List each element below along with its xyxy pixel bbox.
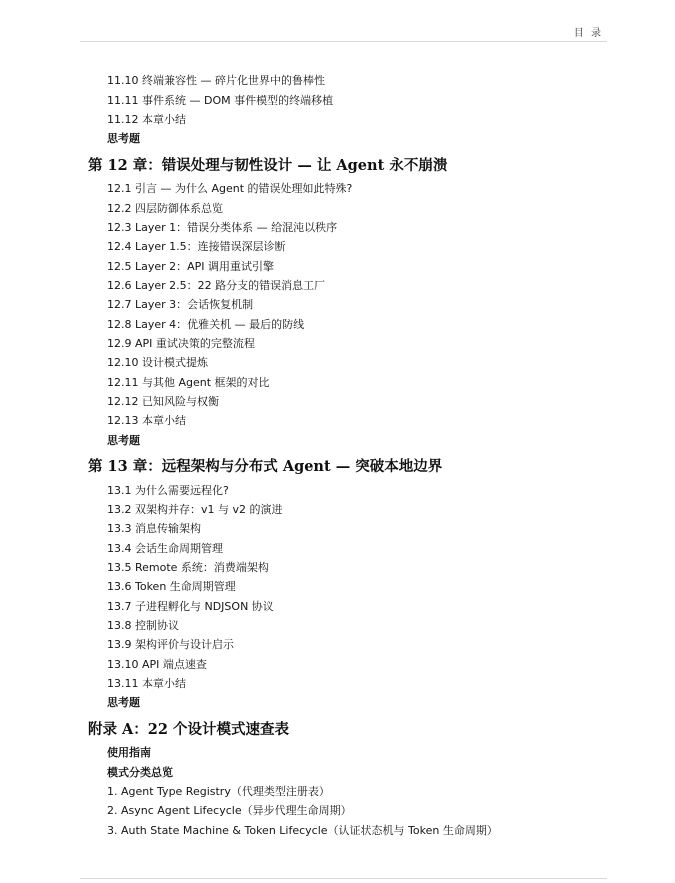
- toc-entry-12-9[interactable]: 12.9 API 重试决策的完整流程: [107, 337, 255, 350]
- toc-entry-12-1[interactable]: 12.1 引言 — 为什么 Agent 的错误处理如此特殊?: [107, 182, 353, 195]
- toc-entry-13-9[interactable]: 13.9 架构评价与设计启示: [107, 638, 234, 651]
- toc-entry-13-7[interactable]: 13.7 子进程孵化与 NDJSON 协议: [107, 600, 274, 613]
- toc-entry-13-2[interactable]: 13.2 双架构并存：v1 与 v2 的演进: [107, 503, 283, 516]
- toc-entry-13-3[interactable]: 13.3 消息传输架构: [107, 522, 201, 535]
- toc-entry-12-11[interactable]: 12.11 与其他 Agent 框架的对比: [107, 376, 270, 389]
- toc-entry-ch11-exercises[interactable]: 思考题: [107, 132, 140, 145]
- toc-entry-pattern-overview[interactable]: 模式分类总览: [107, 766, 173, 779]
- toc-entry-usage-guide[interactable]: 使用指南: [107, 746, 151, 759]
- appendix-a-heading[interactable]: 附录 A：22 个设计模式速查表: [88, 721, 290, 738]
- chapter-12-heading[interactable]: 第 12 章：错误处理与韧性设计 — 让 Agent 永不崩溃: [88, 157, 448, 174]
- toc-entry-13-1[interactable]: 13.1 为什么需要远程化?: [107, 484, 229, 497]
- toc-entry-ch12-exercises[interactable]: 思考题: [107, 434, 140, 447]
- toc-entry-13-4[interactable]: 13.4 会话生命周期管理: [107, 542, 223, 555]
- toc-entry-12-5[interactable]: 12.5 Layer 2：API 调用重试引擎: [107, 260, 275, 273]
- toc-entry-11-11[interactable]: 11.11 事件系统 — DOM 事件模型的终端移植: [107, 94, 334, 107]
- toc-entry-ch13-exercises[interactable]: 思考题: [107, 696, 140, 709]
- toc-entry-pattern-3[interactable]: 3. Auth State Machine & Token Lifecycle（认证状态机与 Token 生命周期）: [107, 824, 498, 837]
- toc-entry-13-10[interactable]: 13.10 API 端点速查: [107, 658, 207, 671]
- toc-entry-11-12[interactable]: 11.12 本章小结: [107, 113, 186, 126]
- toc-entry-12-4[interactable]: 12.4 Layer 1.5：连接错误深层诊断: [107, 240, 286, 253]
- toc-entry-12-10[interactable]: 12.10 设计模式提炼: [107, 356, 208, 369]
- running-head: 目 录: [573, 28, 603, 39]
- chapter-13-heading[interactable]: 第 13 章：远程架构与分布式 Agent — 突破本地边界: [88, 458, 443, 475]
- toc-entry-12-7[interactable]: 12.7 Layer 3：会话恢复机制: [107, 298, 254, 311]
- toc-entry-11-10[interactable]: 11.10 终端兼容性 — 碎片化世界中的鲁棒性: [107, 74, 325, 87]
- footer-divider: [80, 878, 607, 879]
- toc-entry-13-5[interactable]: 13.5 Remote 系统：消费端架构: [107, 561, 269, 574]
- toc-entry-12-6[interactable]: 12.6 Layer 2.5：22 路分支的错误消息工厂: [107, 279, 326, 292]
- toc-entry-12-8[interactable]: 12.8 Layer 4：优雅关机 — 最后的防线: [107, 318, 305, 331]
- toc-entry-13-8[interactable]: 13.8 控制协议: [107, 619, 179, 632]
- toc-entry-12-13[interactable]: 12.13 本章小结: [107, 414, 186, 427]
- toc-entry-13-6[interactable]: 13.6 Token 生命周期管理: [107, 580, 236, 593]
- toc-entry-12-3[interactable]: 12.3 Layer 1：错误分类体系 — 给混沌以秩序: [107, 221, 338, 234]
- toc-entry-12-2[interactable]: 12.2 四层防御体系总览: [107, 202, 223, 215]
- toc-entry-12-12[interactable]: 12.12 已知风险与权衡: [107, 395, 219, 408]
- header-divider: [80, 41, 607, 42]
- toc-entry-13-11[interactable]: 13.11 本章小结: [107, 677, 186, 690]
- toc-entry-pattern-2[interactable]: 2. Async Agent Lifecycle（异步代理生命周期）: [107, 804, 352, 817]
- toc-entry-pattern-1[interactable]: 1. Agent Type Registry（代理类型注册表）: [107, 785, 330, 798]
